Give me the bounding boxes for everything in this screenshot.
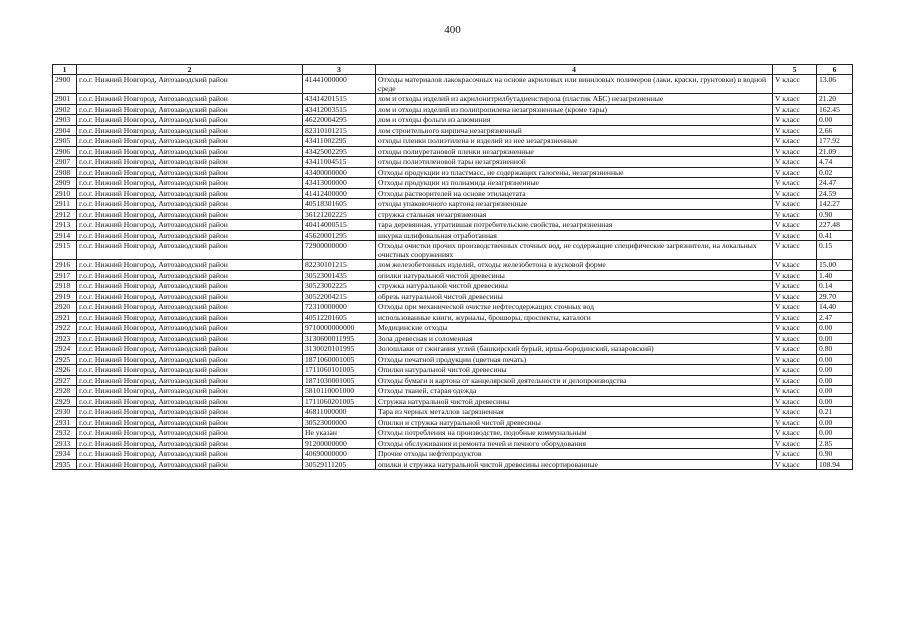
table-row (53, 270, 853, 281)
location-cell: г.о.г. Нижний Новгород, Автозаводский район (77, 167, 303, 178)
waste-name-cell: отходы полиэтиленовой тары незагрязненной (376, 157, 773, 168)
table-row (53, 344, 853, 355)
hazard-class-cell: V класс (773, 270, 817, 281)
table-row (53, 157, 853, 168)
table-row (53, 178, 853, 189)
table-row (53, 146, 853, 157)
table-row (53, 396, 853, 407)
waste-code-cell: 1711060101005 (303, 365, 376, 376)
row-number-cell: 2903 (53, 115, 77, 126)
hazard-class-cell: V класс (773, 241, 817, 260)
hazard-class-cell: V класс (773, 230, 817, 241)
table-row (53, 104, 853, 115)
amount-cell: 21.20 (817, 94, 853, 105)
table-row (53, 136, 853, 147)
table-row (53, 375, 853, 386)
hazard-class-cell: V класс (773, 459, 817, 470)
amount-cell: 108.94 (817, 459, 853, 470)
waste-code-cell: 43400000000 (303, 167, 376, 178)
waste-code-cell: 30522004215 (303, 291, 376, 302)
table-row (53, 459, 853, 470)
row-number-cell: 2920 (53, 302, 77, 313)
waste-name-cell: тара деревянная, утратившая потребительские свойства, незагрязненная (376, 220, 773, 231)
table-row (53, 230, 853, 241)
table-row (53, 354, 853, 365)
location-cell: г.о.г. Нижний Новгород, Автозаводский район (77, 136, 303, 147)
hazard-class-cell: V класс (773, 323, 817, 334)
hazard-class-cell: V класс (773, 407, 817, 418)
table-row (53, 188, 853, 199)
location-cell: г.о.г. Нижний Новгород, Автозаводский район (77, 115, 303, 126)
location-cell: г.о.г. Нижний Новгород, Автозаводский район (77, 459, 303, 470)
hazard-class-cell: V класс (773, 386, 817, 397)
row-number-cell: 2912 (53, 209, 77, 220)
row-number-cell: 2914 (53, 230, 77, 241)
waste-name-cell: лом строительного кирпича незагрязненный (376, 125, 773, 136)
row-number-cell: 2924 (53, 344, 77, 355)
hazard-class-cell: V класс (773, 428, 817, 439)
hazard-class-cell: V класс (773, 146, 817, 157)
hazard-class-cell: V класс (773, 396, 817, 407)
waste-code-cell: 82310101215 (303, 125, 376, 136)
location-cell: г.о.г. Нижний Новгород, Автозаводский район (77, 230, 303, 241)
column-header-5: 5 (773, 65, 817, 75)
waste-name-cell: Стружка натуральной чистой древесины (376, 396, 773, 407)
table-row (53, 365, 853, 376)
waste-name-cell: Тара из черных металлов загрязненная (376, 407, 773, 418)
waste-name-cell: использованные книги, журналы, брошюры, проспекты, каталоги (376, 312, 773, 323)
waste-code-cell: 40414000515 (303, 220, 376, 231)
table-row (53, 312, 853, 323)
row-number-cell: 2923 (53, 333, 77, 344)
hazard-class-cell: V класс (773, 220, 817, 231)
waste-code-cell: 43414201515 (303, 94, 376, 105)
waste-name-cell: лом и отходы изделий из полипропилена незагрязненные (кроме тары) (376, 104, 773, 115)
waste-code-cell: 41441000000 (303, 75, 376, 94)
row-number-cell: 2922 (53, 323, 77, 334)
waste-code-cell: 5810110001000 (303, 386, 376, 397)
location-cell: г.о.г. Нижний Новгород, Автозаводский район (77, 199, 303, 210)
row-number-cell: 2904 (53, 125, 77, 136)
waste-code-cell: Не указан (303, 428, 376, 439)
hazard-class-cell: V класс (773, 167, 817, 178)
amount-cell: 2.66 (817, 125, 853, 136)
row-number-cell: 2916 (53, 260, 77, 271)
column-header-4: 4 (376, 65, 773, 75)
amount-cell: 0.14 (817, 281, 853, 292)
hazard-class-cell: V класс (773, 209, 817, 220)
row-number-cell: 2921 (53, 312, 77, 323)
waste-name-cell: Опилки натуральной чистой древесины (376, 365, 773, 376)
waste-name-cell: Отходы продукции из пластмасс, не содержащих галогены, незагрязненные (376, 167, 773, 178)
amount-cell: 0.00 (817, 417, 853, 428)
waste-code-cell: 30523002225 (303, 281, 376, 292)
table-row (53, 220, 853, 231)
waste-name-cell: Зола древесная и соломенная (376, 333, 773, 344)
location-cell: г.о.г. Нижний Новгород, Автозаводский район (77, 312, 303, 323)
column-header-2: 2 (77, 65, 303, 75)
amount-cell: 15.00 (817, 260, 853, 271)
hazard-class-cell: V класс (773, 438, 817, 449)
amount-cell: 4.74 (817, 157, 853, 168)
waste-code-cell: 46220004295 (303, 115, 376, 126)
table-header (53, 65, 853, 75)
location-cell: г.о.г. Нижний Новгород, Автозаводский район (77, 291, 303, 302)
hazard-class-cell: V класс (773, 188, 817, 199)
location-cell: г.о.г. Нижний Новгород, Автозаводский район (77, 125, 303, 136)
location-cell: г.о.г. Нижний Новгород, Автозаводский район (77, 94, 303, 105)
hazard-class-cell: V класс (773, 94, 817, 105)
table-row (53, 407, 853, 418)
waste-code-cell: 9710000000000 (303, 323, 376, 334)
location-cell: г.о.г. Нижний Новгород, Автозаводский район (77, 146, 303, 157)
row-number-cell: 2907 (53, 157, 77, 168)
location-cell: г.о.г. Нижний Новгород, Автозаводский район (77, 209, 303, 220)
waste-name-cell: Отходы потребления на производстве, подобные коммунальным (376, 428, 773, 439)
waste-code-cell: 1871060001005 (303, 354, 376, 365)
amount-cell: 14.40 (817, 302, 853, 313)
amount-cell: 0.00 (817, 365, 853, 376)
hazard-class-cell: V класс (773, 199, 817, 210)
hazard-class-cell: V класс (773, 136, 817, 147)
hazard-class-cell: V класс (773, 157, 817, 168)
row-number-cell: 2918 (53, 281, 77, 292)
location-cell: г.о.г. Нижний Новгород, Автозаводский район (77, 386, 303, 397)
row-number-cell: 2933 (53, 438, 77, 449)
row-number-cell: 2915 (53, 241, 77, 260)
amount-cell: 0.15 (817, 241, 853, 260)
waste-code-cell: 46811000000 (303, 407, 376, 418)
location-cell: г.о.г. Нижний Новгород, Автозаводский район (77, 438, 303, 449)
amount-cell: 0.02 (817, 167, 853, 178)
table-row (53, 260, 853, 271)
waste-code-cell: 40690000000 (303, 449, 376, 460)
hazard-class-cell: V класс (773, 125, 817, 136)
table-row (53, 302, 853, 313)
waste-code-cell: 30523001435 (303, 270, 376, 281)
waste-name-cell: Прочие отходы нефтепродуктов (376, 449, 773, 460)
row-number-cell: 2911 (53, 199, 77, 210)
waste-table (52, 64, 853, 470)
waste-code-cell: 45620001295 (303, 230, 376, 241)
row-number-cell: 2925 (53, 354, 77, 365)
waste-code-cell: 72900000000 (303, 241, 376, 260)
location-cell: г.о.г. Нижний Новгород, Автозаводский район (77, 375, 303, 386)
waste-name-cell: Отходы материалов лакокрасочных на основе акриловых или виниловых полимеров (лаки, краски, грунтовки) в водной среде (376, 75, 773, 94)
row-number-cell: 2910 (53, 188, 77, 199)
location-cell: г.о.г. Нижний Новгород, Автозаводский район (77, 449, 303, 460)
table-body (53, 75, 853, 470)
waste-name-cell: опилки натуральной чистой древесины (376, 270, 773, 281)
waste-code-cell: 43411004515 (303, 157, 376, 168)
waste-name-cell: Опилки и стружка натуральной чистой древесины (376, 417, 773, 428)
waste-code-cell: 40518301605 (303, 199, 376, 210)
location-cell: г.о.г. Нижний Новгород, Автозаводский район (77, 333, 303, 344)
row-number-cell: 2902 (53, 104, 77, 115)
waste-code-cell: 1871030001005 (303, 375, 376, 386)
hazard-class-cell: V класс (773, 291, 817, 302)
table-row (53, 241, 853, 260)
location-cell: г.о.г. Нижний Новгород, Автозаводский район (77, 281, 303, 292)
hazard-class-cell: V класс (773, 417, 817, 428)
waste-name-cell: обрезь натуральной чистой древесины (376, 291, 773, 302)
column-header-1: 1 (53, 65, 77, 75)
amount-cell: 13.06 (817, 75, 853, 94)
row-number-cell: 2900 (53, 75, 77, 94)
table-row (53, 115, 853, 126)
amount-cell: 162.45 (817, 104, 853, 115)
location-cell: г.о.г. Нижний Новгород, Автозаводский район (77, 178, 303, 189)
row-number-cell: 2909 (53, 178, 77, 189)
row-number-cell: 2917 (53, 270, 77, 281)
waste-name-cell: опилки и стружка натуральной чистой древесины несортированные (376, 459, 773, 470)
row-number-cell: 2926 (53, 365, 77, 376)
location-cell: г.о.г. Нижний Новгород, Автозаводский район (77, 407, 303, 418)
row-number-cell: 2906 (53, 146, 77, 157)
amount-cell: 0.00 (817, 375, 853, 386)
hazard-class-cell: V класс (773, 375, 817, 386)
waste-name-cell: стружка натуральной чистой древесины (376, 281, 773, 292)
amount-cell: 1.40 (817, 270, 853, 281)
amount-cell: 0.21 (817, 407, 853, 418)
location-cell: г.о.г. Нижний Новгород, Автозаводский район (77, 354, 303, 365)
waste-name-cell: Отходы печатной продукции (цветная печать) (376, 354, 773, 365)
location-cell: г.о.г. Нижний Новгород, Автозаводский район (77, 365, 303, 376)
waste-code-cell: 82230101215 (303, 260, 376, 271)
amount-cell: 227.48 (817, 220, 853, 231)
hazard-class-cell: V класс (773, 344, 817, 355)
amount-cell: 0.00 (817, 428, 853, 439)
amount-cell: 0.80 (817, 344, 853, 355)
amount-cell: 0.90 (817, 449, 853, 460)
hazard-class-cell: V класс (773, 75, 817, 94)
location-cell: г.о.г. Нижний Новгород, Автозаводский район (77, 104, 303, 115)
hazard-class-cell: V класс (773, 365, 817, 376)
row-number-cell: 2913 (53, 220, 77, 231)
waste-name-cell: Отходы обслуживания и ремонта печей и печного оборудования (376, 438, 773, 449)
waste-name-cell: отходы полиуретановой пленки незагрязненные (376, 146, 773, 157)
hazard-class-cell: V класс (773, 178, 817, 189)
row-number-cell: 2931 (53, 417, 77, 428)
location-cell: г.о.г. Нижний Новгород, Автозаводский район (77, 428, 303, 439)
hazard-class-cell: V класс (773, 333, 817, 344)
location-cell: г.о.г. Нижний Новгород, Автозаводский район (77, 75, 303, 94)
waste-code-cell: 43412003515 (303, 104, 376, 115)
waste-name-cell: стружка стальная незагрязненная (376, 209, 773, 220)
amount-cell: 29.70 (817, 291, 853, 302)
waste-code-cell: 41412400000 (303, 188, 376, 199)
waste-name-cell: шкурка шлифовальная отработанная (376, 230, 773, 241)
amount-cell: 0.00 (817, 354, 853, 365)
amount-cell: 21.09 (817, 146, 853, 157)
hazard-class-cell: V класс (773, 104, 817, 115)
amount-cell: 0.00 (817, 115, 853, 126)
amount-cell: 0.90 (817, 209, 853, 220)
amount-cell: 0.00 (817, 323, 853, 334)
amount-cell: 24.59 (817, 188, 853, 199)
table-row (53, 323, 853, 334)
waste-code-cell: 36121202225 (303, 209, 376, 220)
table-row (53, 428, 853, 439)
row-number-cell: 2928 (53, 386, 77, 397)
location-cell: г.о.г. Нижний Новгород, Автозаводский район (77, 302, 303, 313)
column-header-3: 3 (303, 65, 376, 75)
waste-code-cell: 40512201605 (303, 312, 376, 323)
table-row (53, 438, 853, 449)
hazard-class-cell: V класс (773, 115, 817, 126)
table-row (53, 75, 853, 94)
hazard-class-cell: V класс (773, 312, 817, 323)
waste-name-cell: лом и отходы фольги из алюминия (376, 115, 773, 126)
amount-cell: 0.41 (817, 230, 853, 241)
table-row (53, 417, 853, 428)
waste-name-cell: Отходы тканей, старая одежда (376, 386, 773, 397)
waste-code-cell: 3130600011995 (303, 333, 376, 344)
waste-name-cell: лом и отходы изделий из акрилонитрилбутадиенстирола (пластик АБС) незагрязненные (376, 94, 773, 105)
table-row (53, 449, 853, 460)
waste-name-cell: Медицинские отходы (376, 323, 773, 334)
waste-code-cell: 43425002295 (303, 146, 376, 157)
location-cell: г.о.г. Нижний Новгород, Автозаводский район (77, 220, 303, 231)
hazard-class-cell: V класс (773, 281, 817, 292)
amount-cell: 0.00 (817, 396, 853, 407)
location-cell: г.о.г. Нижний Новгород, Автозаводский район (77, 270, 303, 281)
location-cell: г.о.г. Нижний Новгород, Автозаводский район (77, 344, 303, 355)
row-number-cell: 2929 (53, 396, 77, 407)
location-cell: г.о.г. Нижний Новгород, Автозаводский район (77, 396, 303, 407)
waste-code-cell: 43413000000 (303, 178, 376, 189)
waste-name-cell: Отходы продукции из полиамида незагрязненные (376, 178, 773, 189)
row-number-cell: 2935 (53, 459, 77, 470)
waste-code-cell: 1711060201005 (303, 396, 376, 407)
page-number: 400 (444, 24, 461, 36)
waste-name-cell: Отходы бумаги и картона от канцелярской деятельности и делопроизводства (376, 375, 773, 386)
header-row (53, 65, 853, 75)
waste-name-cell: Отходы очистки прочих производственных сточных вод, не содержащие специфические загрязнители, на локальных очистных сооружениях (376, 241, 773, 260)
row-number-cell: 2932 (53, 428, 77, 439)
hazard-class-cell: V класс (773, 302, 817, 313)
amount-cell: 177.92 (817, 136, 853, 147)
hazard-class-cell: V класс (773, 449, 817, 460)
waste-name-cell: Отходы при механической очистке нефтесодержащих сточных вод (376, 302, 773, 313)
amount-cell: 2.85 (817, 438, 853, 449)
location-cell: г.о.г. Нижний Новгород, Автозаводский район (77, 260, 303, 271)
row-number-cell: 2934 (53, 449, 77, 460)
location-cell: г.о.г. Нижний Новгород, Автозаводский район (77, 157, 303, 168)
amount-cell: 2.47 (817, 312, 853, 323)
row-number-cell: 2905 (53, 136, 77, 147)
waste-code-cell: 30523000000 (303, 417, 376, 428)
waste-name-cell: Отходы растворителей на основе этилацетата (376, 188, 773, 199)
location-cell: г.о.г. Нижний Новгород, Автозаводский район (77, 323, 303, 334)
table-row (53, 94, 853, 105)
table-row (53, 199, 853, 210)
waste-code-cell: 30529111205 (303, 459, 376, 470)
amount-cell: 0.00 (817, 333, 853, 344)
hazard-class-cell: V класс (773, 260, 817, 271)
waste-name-cell: отходы пленки полиэтилена и изделий из нее незагрязненные (376, 136, 773, 147)
table-row (53, 125, 853, 136)
location-cell: г.о.г. Нижний Новгород, Автозаводский район (77, 188, 303, 199)
waste-name-cell: лом железобетонных изделий, отходы железобетона в кусковой форме (376, 260, 773, 271)
table-row (53, 209, 853, 220)
table-row (53, 281, 853, 292)
row-number-cell: 2930 (53, 407, 77, 418)
table-row (53, 333, 853, 344)
waste-name-cell: отходы упаковочного картона незагрязненные (376, 199, 773, 210)
location-cell: г.о.г. Нижний Новгород, Автозаводский район (77, 417, 303, 428)
waste-name-cell: Золошлаки от сжигания углей (башкирский бурый, ирша-бородинский, назаровский) (376, 344, 773, 355)
row-number-cell: 2908 (53, 167, 77, 178)
column-header-6: 6 (817, 65, 853, 75)
waste-code-cell: 3130020101995 (303, 344, 376, 355)
table-row (53, 167, 853, 178)
table-row (53, 291, 853, 302)
row-number-cell: 2901 (53, 94, 77, 105)
row-number-cell: 2927 (53, 375, 77, 386)
amount-cell: 142.27 (817, 199, 853, 210)
waste-code-cell: 43411002295 (303, 136, 376, 147)
amount-cell: 24.47 (817, 178, 853, 189)
hazard-class-cell: V класс (773, 354, 817, 365)
amount-cell: 0.00 (817, 386, 853, 397)
table-row (53, 386, 853, 397)
location-cell: г.о.г. Нижний Новгород, Автозаводский район (77, 241, 303, 260)
waste-code-cell: 91200000000 (303, 438, 376, 449)
waste-code-cell: 72310000000 (303, 302, 376, 313)
row-number-cell: 2919 (53, 291, 77, 302)
